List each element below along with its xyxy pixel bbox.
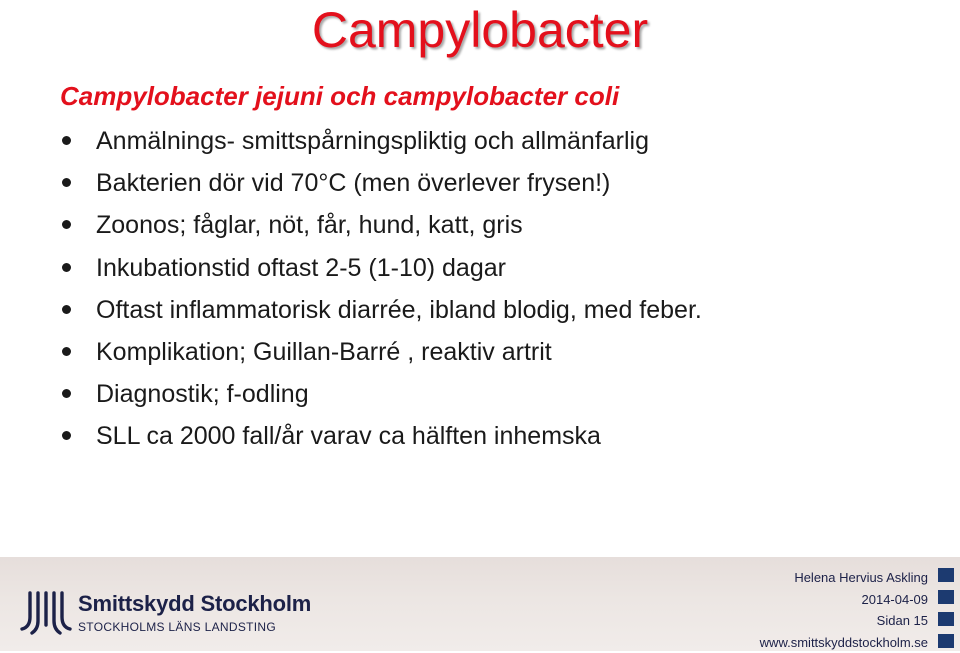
bullet-item <box>60 289 940 331</box>
organization-logo <box>20 587 350 643</box>
slide-subtitle: Campylobacter jejuni och campylobacter coli <box>60 80 619 112</box>
page-number: Sidan 15 <box>760 610 928 632</box>
bullet-dot-icon <box>62 263 71 272</box>
website-url: www.smittskyddstockholm.se <box>760 632 928 653</box>
square-icon <box>938 634 954 648</box>
footer-meta <box>760 567 928 653</box>
logo-name: Smittskydd Stockholm <box>78 591 311 617</box>
bullet-list <box>60 120 940 458</box>
bullet-dot-icon <box>62 431 71 440</box>
bullet-dot-icon <box>62 305 71 314</box>
bullet-text: Diagnostik; f-odling <box>96 380 309 408</box>
bullet-item <box>60 331 940 373</box>
presentation-date: 2014-04-09 <box>760 589 928 611</box>
bullet-dot-icon <box>62 347 71 356</box>
decorative-squares <box>938 568 956 648</box>
bullet-dot-icon <box>62 178 71 187</box>
bullet-text: Zoonos; fåglar, nöt, får, hund, katt, gris <box>96 211 523 239</box>
stockholm-crown-logo-icon <box>20 587 74 639</box>
bullet-item <box>60 120 940 162</box>
logo-subtitle: STOCKHOLMS LÄNS LANDSTING <box>78 620 276 634</box>
bullet-text: Inkubationstid oftast 2-5 (1-10) dagar <box>96 254 506 282</box>
square-icon <box>938 612 954 626</box>
square-icon <box>938 590 954 604</box>
bullet-item <box>60 247 940 289</box>
bullet-dot-icon <box>62 136 71 145</box>
slide-footer <box>0 557 960 651</box>
bullet-text: Bakterien dör vid 70°C (men överlever frysen!) <box>96 169 610 197</box>
bullet-text: Anmälnings- smittspårningspliktig och allmänfarlig <box>96 127 649 155</box>
bullet-item <box>60 162 940 204</box>
bullet-item <box>60 204 940 246</box>
bullet-item <box>60 373 940 415</box>
author-name: Helena Hervius Askling <box>760 567 928 589</box>
bullet-text: Oftast inflammatorisk diarrée, ibland blodig, med feber. <box>96 296 702 324</box>
square-icon <box>938 568 954 582</box>
bullet-dot-icon <box>62 220 71 229</box>
bullet-text: SLL ca 2000 fall/år varav ca hälften inhemska <box>96 422 601 450</box>
bullet-item <box>60 415 940 457</box>
slide-title: Campylobacter <box>0 0 960 60</box>
bullet-dot-icon <box>62 389 71 398</box>
bullet-text: Komplikation; Guillan-Barré , reaktiv artrit <box>96 338 552 366</box>
